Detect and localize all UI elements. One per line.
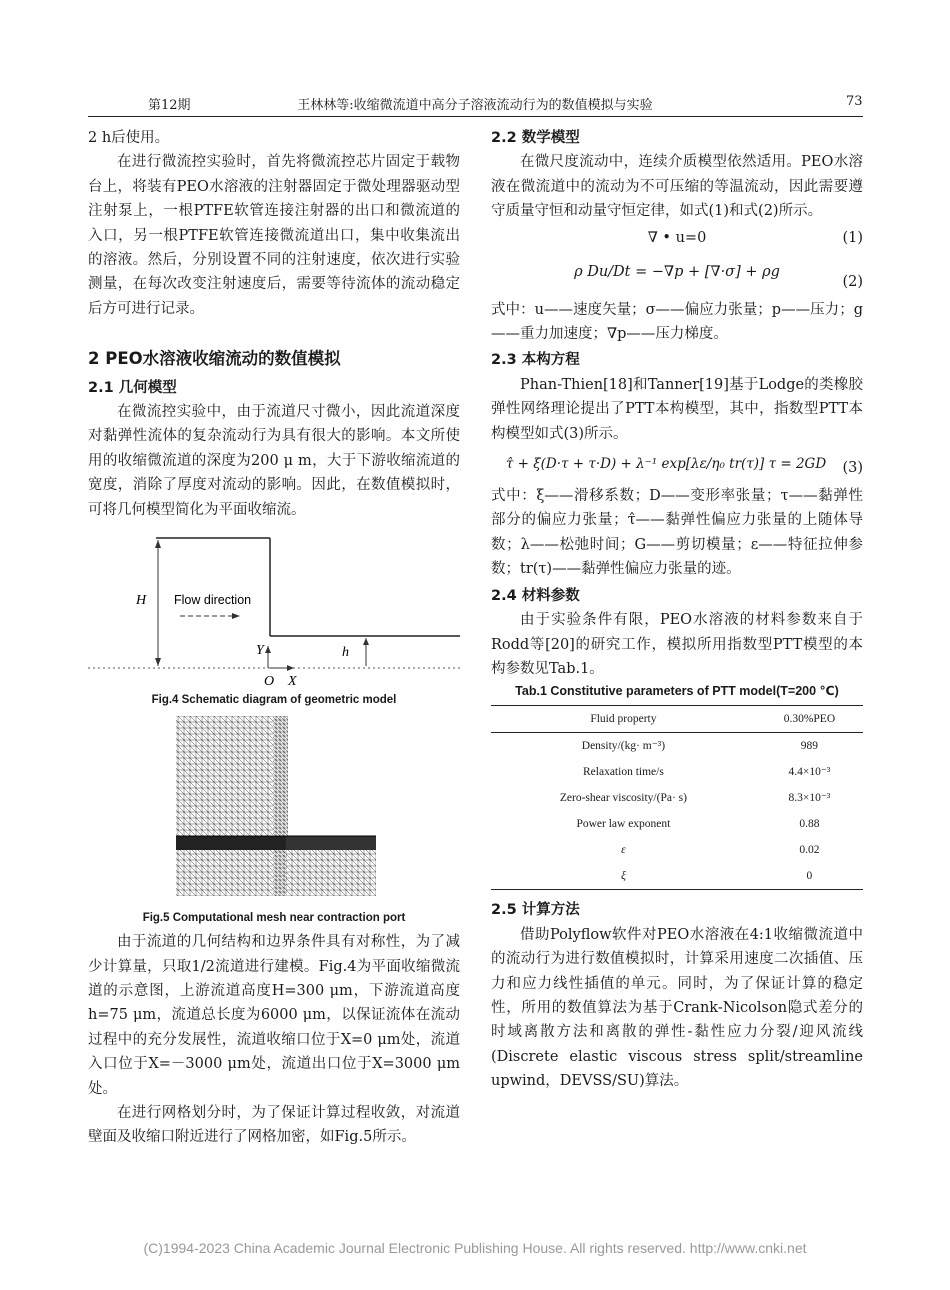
table-cell: 8.3×10⁻³ bbox=[788, 792, 831, 805]
equation-3 bbox=[491, 446, 863, 484]
paragraph: 2 h后使用。 bbox=[88, 130, 170, 146]
table-row bbox=[491, 837, 863, 863]
paragraph: 在微尺度流动中，连续介质模型依然适用。PEO水溶液在微流道中的流动为不可压缩的等温流动，因此需要遵守质量守恒和动量守恒定律，如式(1)和式(2)所示。 bbox=[491, 154, 863, 220]
fig4-label-O: O bbox=[264, 674, 275, 690]
fig5-caption: Fig.5 Computational mesh near contraction port bbox=[142, 912, 406, 925]
page-number: 73 bbox=[846, 94, 863, 109]
table-cell: Power law exponent bbox=[576, 818, 671, 831]
table-cell: Fluid property bbox=[491, 706, 756, 733]
paragraph: 由于实验条件有限，PEO水溶液的材料参数来自于Rodd等[20]的研究工作，模拟所用指数型PTT模型的本构参数见Tab.1。 bbox=[491, 612, 863, 677]
table-cell: 4.4×10⁻³ bbox=[788, 766, 831, 779]
paragraph: 在进行网格划分时，为了保证计算过程收敛，对流道壁面及收缩口附近进行了网格加密，如Fig.5所示。 bbox=[88, 1104, 460, 1146]
fig4-label-H: H bbox=[136, 593, 147, 609]
fig5-mesh bbox=[88, 716, 460, 906]
table-cell: 0.30%PEO bbox=[756, 706, 863, 733]
subsection-heading: 2.4 材料参数 bbox=[491, 587, 580, 604]
equation-1 bbox=[491, 226, 863, 254]
fig4-label-flow: Flow direction bbox=[174, 593, 252, 608]
table-row bbox=[491, 733, 863, 760]
paragraph: 由于流道的几何结构和边界条件具有对称性，为了减少计算量，只取1/2流道进行建模。Fig.4为平面收缩微流道的示意图，上游流道高度H=300 μm，下游流道高度h=75 μm，流道总长度为6000 μm，以保证流体在流动过程中的充分发展性，流道收缩口位于X=0 μm处，流道入口位于X=－3000 μm处，流道出口位于X=3000 μm处。 bbox=[88, 934, 460, 1097]
subsection-heading: 2.2 数学模型 bbox=[491, 130, 580, 146]
subsection-heading: 2.3 本构方程 bbox=[491, 352, 580, 369]
fig4-label-h: h bbox=[342, 645, 349, 661]
table-cell: 989 bbox=[800, 740, 819, 753]
table-row bbox=[491, 706, 863, 733]
section-heading: 2 PEO水溶液收缩流动的数值模拟 bbox=[88, 349, 341, 369]
equation-text: ∇ • u=0 bbox=[647, 229, 707, 246]
subsection-heading: 2.1 几何模型 bbox=[88, 379, 177, 396]
paragraph: 借助Polyflow软件对PEO水溶液在4:1收缩微流道中的流动行为进行数值模拟时，计算采用速度二次插值、压力和应力线性插值的单元。同时，为了保证计算的稳定性，所用的数值算法为基于Crank-Nicolson隐式差分的时域离散方法和离散的弹性-黏性应力分裂/迎风流线(Discrete elastic viscous stress split/streamline upwind，DEVSS/SU)算法。 bbox=[491, 926, 863, 1090]
table-cell: ξ bbox=[491, 863, 756, 890]
table-row bbox=[491, 785, 863, 811]
table-cell: Relaxation time/s bbox=[583, 766, 664, 779]
table-cell: Zero-shear viscosity/(Pa· s) bbox=[559, 792, 687, 805]
table-cell: Density/(kg· m⁻³) bbox=[581, 740, 666, 753]
running-title: 王林林等:收缩微流道中高分子溶液流动行为的数值模拟与实验 bbox=[297, 98, 653, 113]
table-row bbox=[491, 759, 863, 785]
equation-number: (1) bbox=[842, 229, 863, 246]
fig4-label-Y: Y bbox=[256, 643, 264, 659]
right-column bbox=[491, 126, 863, 1094]
equation-text: ρ Du/Dt = −∇p + [∇·σ] + ρg bbox=[574, 263, 780, 280]
paragraph: 式中：u——速度矢量；σ——偏应力张量；p——压力；g——重力加速度；∇p——压力梯度。 bbox=[491, 301, 863, 343]
paragraph: Phan-Thien[18]和Tanner[19]基于Lodge的类橡胶弹性网络理论提出了PTT本构模型，其中，指数型PTT本构模型如式(3)所示。 bbox=[491, 376, 863, 442]
table-row bbox=[491, 863, 863, 890]
table-cell: 0.88 bbox=[799, 818, 820, 831]
table-cell: ε bbox=[621, 844, 626, 857]
equation-number: (3) bbox=[842, 460, 863, 477]
table-row bbox=[491, 811, 863, 837]
header-rule bbox=[88, 116, 863, 117]
table-caption: Tab.1 Constitutive parameters of PTT model(T=200 ℃) bbox=[515, 684, 839, 699]
copyright-footer: (C)1994-2023 China Academic Journal Electronic Publishing House. All rights reserved. http://www.cnki.net bbox=[143, 1240, 807, 1256]
journal-issue: 第12期 bbox=[148, 98, 191, 113]
table-ptt-parameters bbox=[491, 705, 863, 890]
fig4-geometry-diagram bbox=[88, 528, 460, 690]
fig4-caption: Fig.4 Schematic diagram of geometric model bbox=[151, 694, 397, 707]
left-column bbox=[88, 126, 460, 1150]
table-cell: 0.02 bbox=[799, 844, 820, 857]
paragraph: 在微流控实验中，由于流道尺寸微小，因此流道深度对黏弹性流体的复杂流动行为具有很大的影响。本文所使用的收缩微流道的深度为200 μ m，大于下游收缩流道的宽度，消除了厚度对流动的影响。因此，在数值模拟时，可将几何模型简化为平面收缩流。 bbox=[88, 404, 460, 518]
fig4-label-X: X bbox=[288, 674, 297, 690]
paragraph: 在进行微流控实验时，首先将微流控芯片固定于载物台上，将装有PEO水溶液的注射器固定于微处理器驱动型注射泵上，一根PTFE软管连接注射器的出口和微流道的入口，另一根PTFE软管连接微流道出口，集中收集流出的溶液。然后，分别设置不同的注射速度，依次进行实验测量，在每次改变注射速度后，需要等待流体的流动稳定后方可进行记录。 bbox=[88, 154, 460, 317]
subsection-heading: 2.5 计算方法 bbox=[491, 902, 580, 919]
equation-number: (2) bbox=[842, 273, 863, 290]
paragraph: 式中：ξ——滑移系数；D——变形率张量；τ——黏弹性部分的偏应力张量；τ̂——黏弹性偏应力张量的上随体导数；λ——松弛时间；G——剪切模量；ε——特征拉伸参数；tr(τ)——黏弹性偏应力张量的迹。 bbox=[491, 488, 863, 578]
equation-2 bbox=[491, 254, 863, 298]
equation-text: τ̂ + ξ(D·τ + τ·D) + λ⁻¹ exp[λε/η₀ tr(τ)] τ = 2GD bbox=[505, 456, 827, 473]
table-cell: 0 bbox=[756, 863, 863, 890]
